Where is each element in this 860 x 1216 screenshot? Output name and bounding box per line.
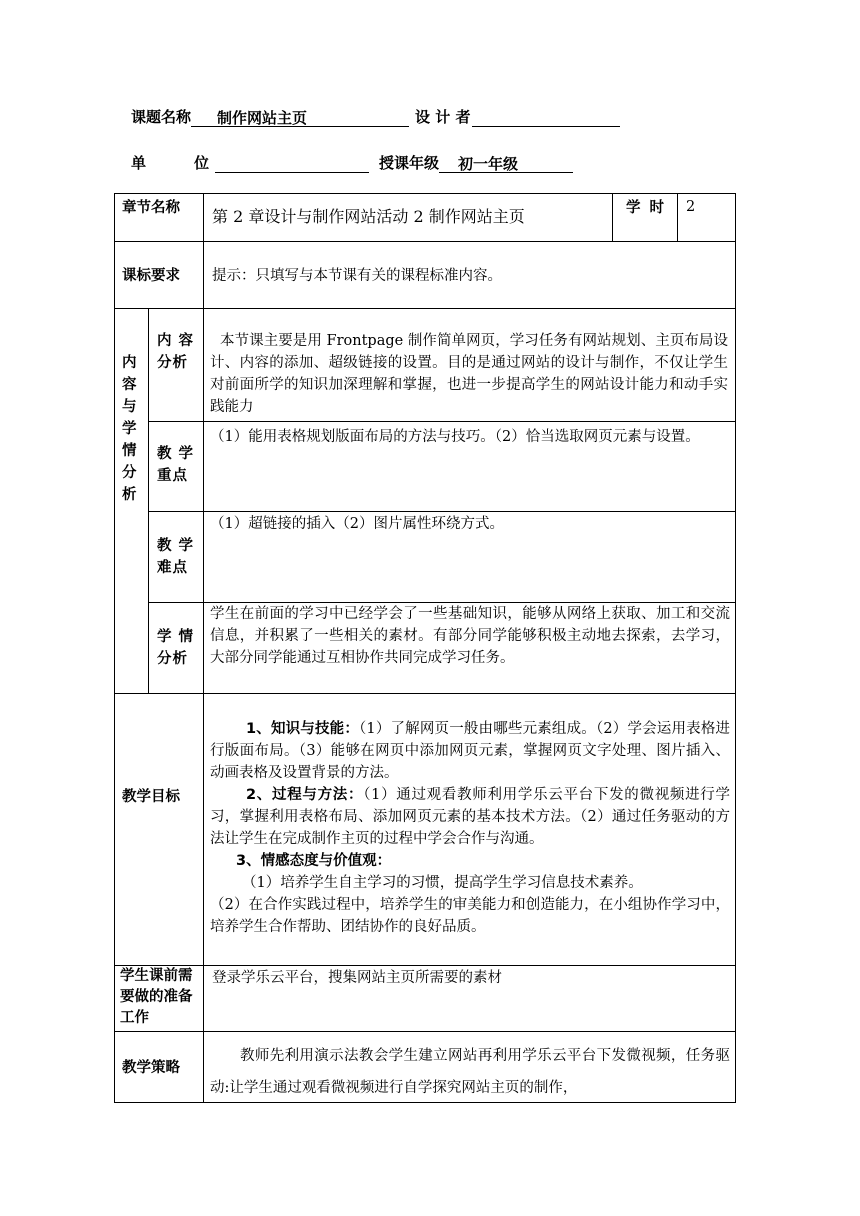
topic-field — [191, 107, 409, 127]
goals-label: 教学目标 — [122, 789, 180, 805]
unit-field — [215, 153, 369, 173]
goal2-text: （1）通过观看教师利用学乐云平台下发的微视频进行学习，掌握利用表格布局、添加网页元素的基本技术方法。（2）通过任务驱动的方法让学生在完成制作主页的过程中学会合作与沟通。 — [210, 787, 730, 847]
content-label: 内 容分析 — [157, 333, 195, 371]
designer-field — [472, 107, 620, 127]
strategy-label: 教学策略 — [122, 1060, 180, 1076]
standard-value: 提示：只填写与本节课有关的课程标准内容。 — [212, 268, 502, 284]
standard-label: 课标要求 — [122, 268, 180, 284]
student-label: 学 情分析 — [157, 629, 195, 667]
difficulty-label: 教 学难点 — [157, 538, 195, 576]
grade-field — [439, 153, 573, 173]
hours-label: 学 时 — [626, 200, 667, 216]
prep-label: 学生课前需要做的准备工作 — [120, 968, 193, 1026]
goal-attitude — [210, 850, 730, 872]
designer-label: 设 计 者 — [415, 108, 471, 126]
grade-value: 初一年级 — [458, 155, 519, 173]
analysis-label: 内容与学情分析 — [122, 355, 137, 503]
topic-value: 制作网站主页 — [217, 109, 308, 127]
chapter-label: 章节名称 — [122, 200, 180, 216]
grade-label: 授课年级 — [379, 154, 440, 172]
strategy-value: 教师先利用演示法教会学生建立网站再利用学乐云平台下发微视频，任务驱动:让学生通过观看微视频进行自学探究网站主页的制作， — [210, 1048, 730, 1096]
goals-content — [210, 718, 730, 938]
goal3-text-2: （2）在合作实践过程中，培养学生的审美能力和创造能力，在小组协作学习中，培养学生合作帮助、团结协作的良好品质。 — [210, 897, 730, 935]
header-line-2 — [131, 152, 573, 173]
goal3-text-1: （1）培养学生自主学习的习惯，提高学生学习信息技术素养。 — [242, 875, 643, 891]
header-line-1 — [131, 106, 620, 127]
goal1-title: 1、知识与技能： — [246, 721, 359, 737]
goal2-title: 2、过程与方法： — [246, 787, 364, 803]
hours-value: 2 — [686, 199, 696, 215]
topic-label: 课题名称 — [131, 108, 192, 126]
key-value: （1）能用表格规划版面布局的方法与技巧。（2）恰当选取网页元素与设置。 — [210, 429, 700, 445]
key-label: 教 学重点 — [157, 446, 195, 484]
prep-value: 登录学乐云平台，搜集网站主页所需要的素材 — [212, 970, 502, 986]
difficulty-value: （1）超链接的插入（2）图片属性环绕方式。 — [210, 516, 504, 532]
chapter-value: 第 2 章设计与制作网站活动 2 制作网站主页 — [212, 207, 525, 226]
unit-label: 单 位 — [131, 154, 216, 172]
goal-knowledge — [210, 718, 730, 784]
goal-process — [210, 784, 730, 850]
student-value: 学生在前面的学习中已经学会了一些基础知识，能够从网络上获取、加工和交流信息，并积累了一些相关的素材。有部分同学能够积极主动地去探索，去学习，大部分同学能通过互相协作共同完成学习任务。 — [210, 606, 730, 666]
goal1-text: （1）了解网页一般由哪些元素组成。（2）学会运用表格进行版面布局。（3）能够在网页中添加网页元素，掌握网页文字处理、图片插入、动画表格及设置背景的方法。 — [210, 721, 731, 781]
content-value: 本节课主要是用 Frontpage 制作简单网页，学习任务有网站规划、主页布局设计、内容的添加、超级链接的设置。目的是通过网站的设计与制作，不仅让学生对前面所学的知识加深理解和掌握，也进一步提高学生的网站设计能力和动手实践能力 — [210, 333, 728, 415]
goal3-title: 3、情感态度与价值观： — [236, 853, 392, 869]
